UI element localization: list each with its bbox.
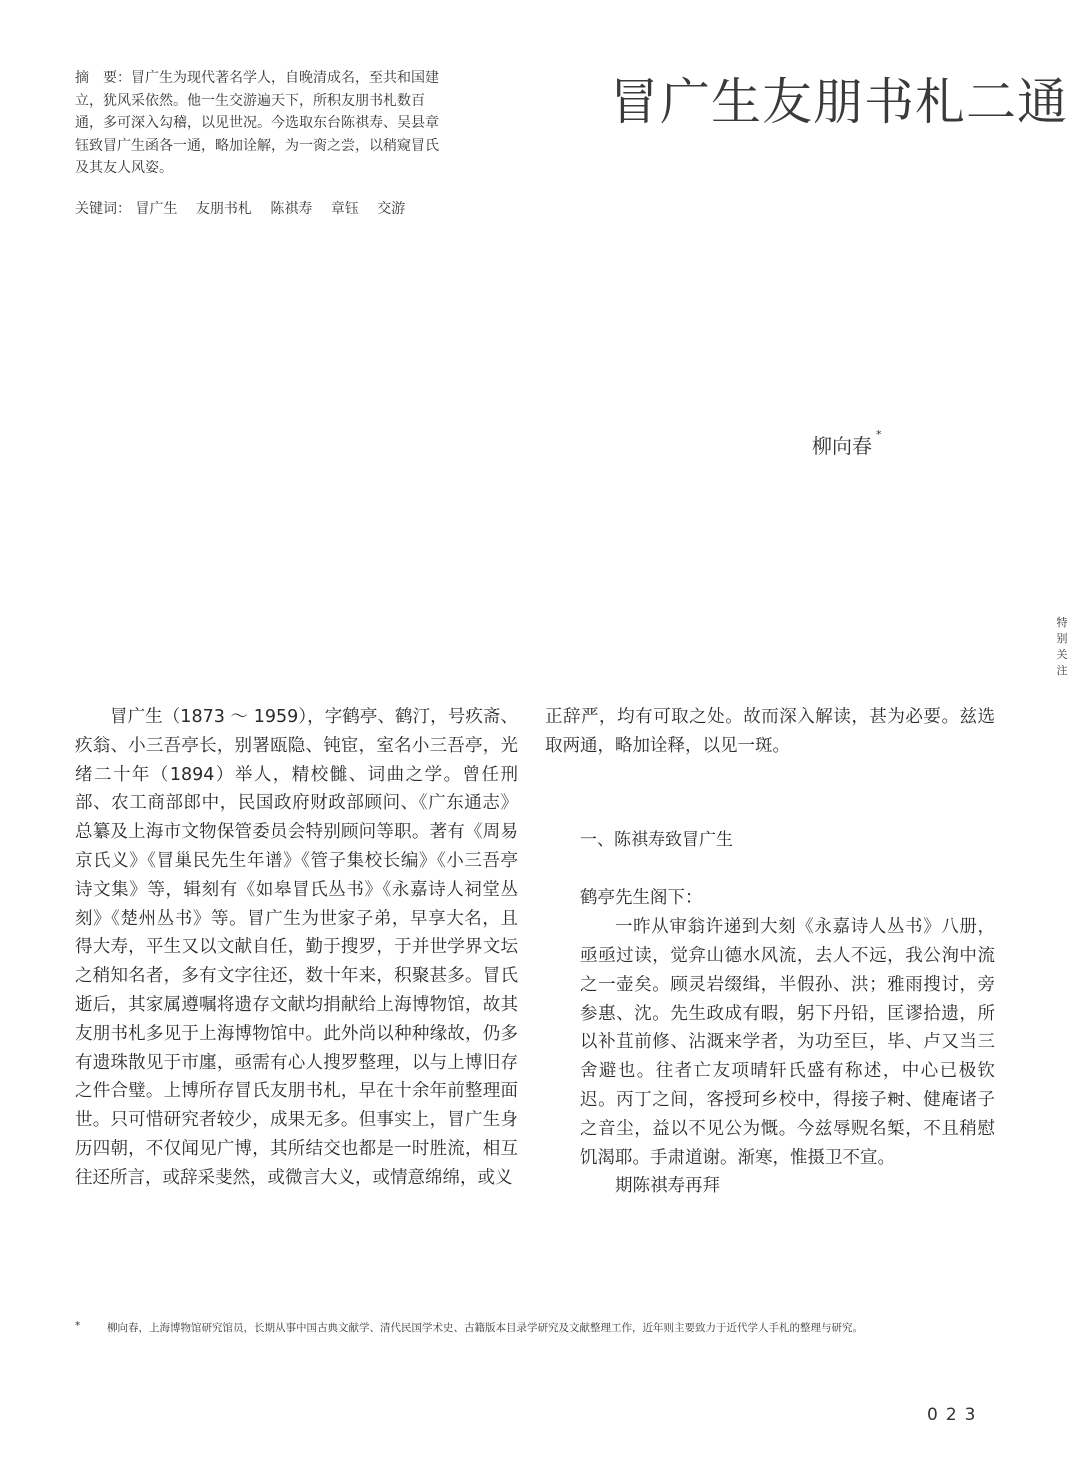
body-paragraph-continued: 正辞严，均有可取之处。故而深入解读，甚为必要。兹选取两通，略加诠释，以见一斑。 — [545, 707, 995, 756]
page-number: 023 — [927, 1405, 984, 1425]
article-title: 冒广生友朋书札二通 — [609, 73, 1068, 131]
keyword-item: 陈祺寿 — [270, 200, 313, 217]
abstract-label: 摘 要： — [75, 70, 131, 86]
keywords-label: 关键词： — [75, 200, 131, 217]
footnote-mark: * — [75, 1320, 81, 1332]
keyword-item: 冒广生 — [135, 200, 178, 217]
keywords-line — [75, 198, 447, 221]
author-name: 柳向春 — [812, 434, 872, 458]
section-heading: 一、陈祺寿致冒广生 — [580, 829, 733, 850]
letter-signature: 期陈祺寿再拜 — [615, 1176, 720, 1197]
keyword-item: 友朋书札 — [195, 200, 252, 217]
abstract-text: 冒广生为现代著名学人，自晚清成名，至共和国建立，犹风采依然。他一生交游遍天下，所积友朋书札数百通，多可深入勾稽，以见世况。今选取东台陈祺寿、吴县章钰致冒广生函各一通，略加诠解，为一脔之尝，以稍窥冒氏及其友人风姿。 — [75, 70, 439, 176]
author-byline — [812, 430, 882, 459]
footnote — [75, 1320, 1015, 1336]
keyword-item: 章钰 — [330, 200, 359, 217]
footnote-text: 柳向春，上海博物馆研究馆员，长期从事中国古典文献学、清代民国学术史、古籍版本目录学研究及文献整理工作，近年则主要致力于近代学人手札的整理与研究。 — [107, 1322, 863, 1334]
letter-salutation: 鹤亭先生阁下： — [580, 888, 703, 909]
keyword-item: 交游 — [377, 200, 406, 217]
abstract-paragraph — [75, 67, 447, 180]
author-footnote-mark: * — [876, 428, 882, 441]
letter-body: 一昨从审翁许递到大刻《永嘉诗人丛书》八册，亟亟过读，觉弇山德水风流，去人不远，我公洵中流之一壶矣。顾灵岩缀缉，半假孙、洪；雅雨搜讨，旁参惠、沈。先生政成有暇，躬下丹铅，匡谬拾遗，所以补苴前修、沾溉来学者，为功至巨，毕、卢又当三舍避也。往者亡友项晴轩氏盛有称述，中心已极钦迟。丙丁之间，客授珂乡校中，得接子𬖞、健庵诸子之音尘，益以不见公为慨。今兹辱贶名椠，不且稍慰饥渴耶。手肃道谢。渐寒，惟摄卫不宣。 — [580, 917, 995, 1168]
body-paragraph: 冒广生（1873 ～ 1959），字鹤亭、鹤汀，号疚斋、疚翁、小三吾亭长，别署瓯隐、钝宦，室名小三吾亭，光绪二十年（1894）举人，精校雠、词曲之学。曾任刑部、农工商部郎中，民国政府财政部顾问、《广东通志》总纂及上海市文物保管委员会特别顾问等职。著有《周易京氏义》《冒巢民先生年谱》《管子集校长编》《小三吾亭诗文集》等，辑刻有《如皋冒氏丛书》《永嘉诗人祠堂丛刻》《楚州丛书》等。冒广生为世家子弟，早享大名，且得大寿，平生又以文献自任，勤于搜罗，于并世学界文坛之稍知名者，多有文字往还，数十年来，积聚甚多。冒氏逝后，其家属遵嘱将遗存文献均捐献给上海博物馆，故其友朋书札多见于上海博物馆中。此外尚以种种缘故，仍多有遗珠散见于市廛，亟需有心人搜罗整理，以与上博旧存之件合璧。上博所存冒氏友朋书札，早在十余年前整理面世。只可惜研究者较少，成果无多。但事实上，冒广生身历四朝，不仅闻见广博，其所结交也都是一时胜流，相互往还所言，或辞采斐然，或微言大义，或情意绵绵，或义 — [75, 707, 518, 1188]
body-column-right — [545, 703, 995, 1201]
section-side-tab: 特别关注 — [1056, 616, 1068, 677]
abstract-block — [75, 67, 447, 220]
body-column-left — [75, 703, 518, 1193]
